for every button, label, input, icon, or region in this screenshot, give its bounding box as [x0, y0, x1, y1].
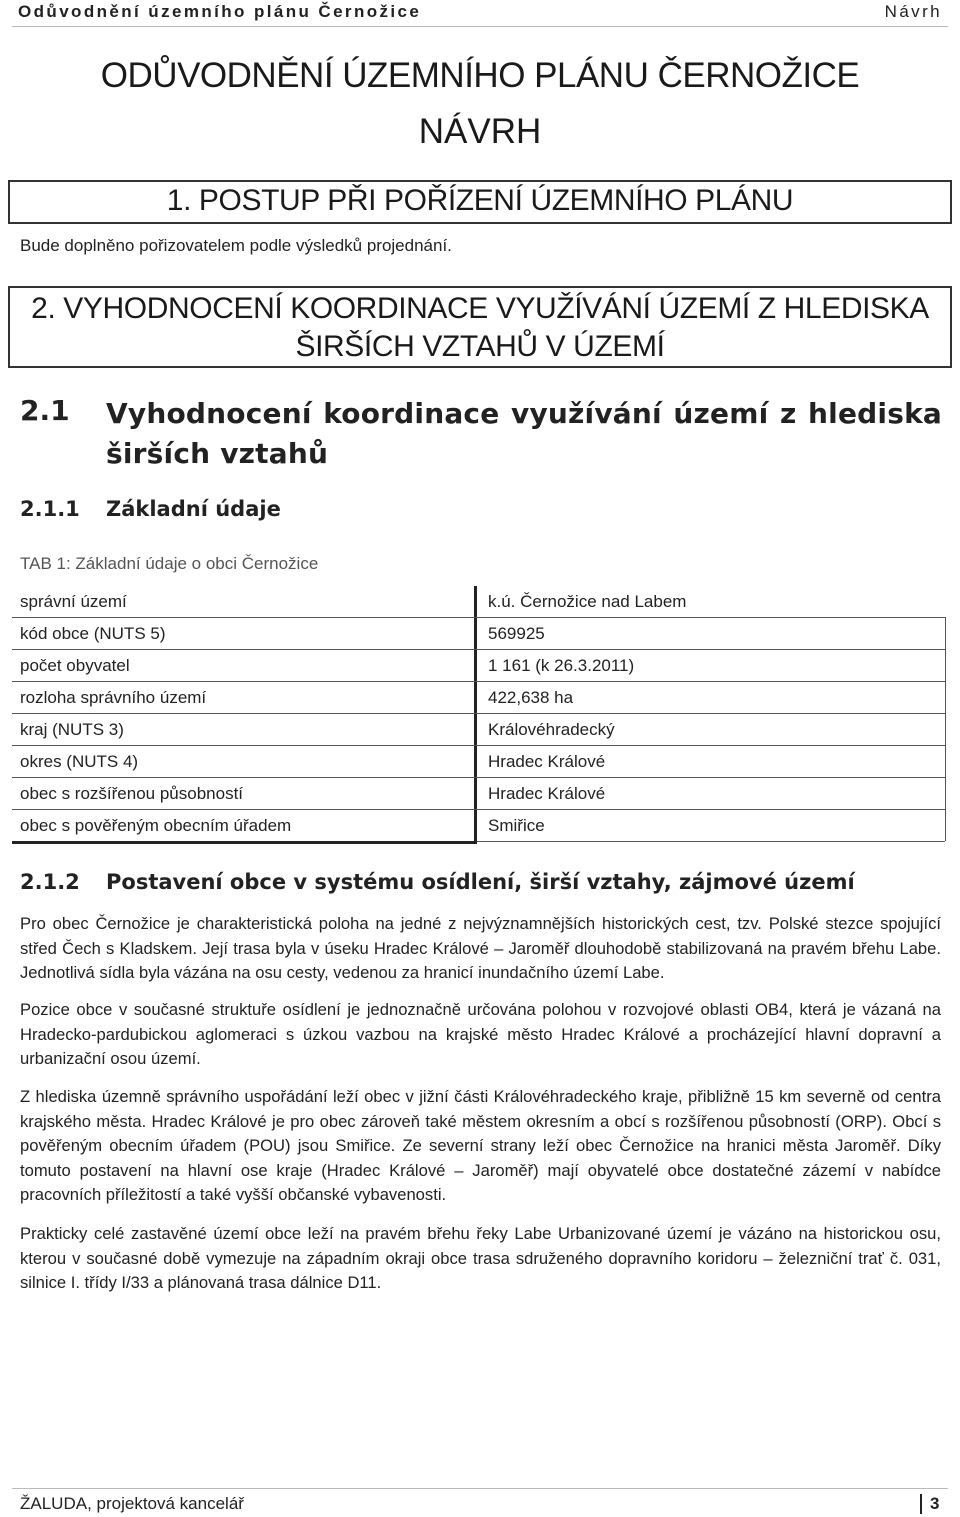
basic-data-table: [12, 586, 945, 842]
paragraph: Prakticky celé zastavěné území obce leží na pravém břehu řeky Labe Urbanizované území je vázáno na historickou osu, kterou v současné době vymezuje na západním okraji obce trasa sdruženého dopravního koridoru – železniční trať č. 031, silnice I. třídy I/33 a plánovaná trasa dálnice D11.: [20, 1224, 941, 1292]
page-number: 3: [930, 1494, 940, 1513]
running-header: [12, 0, 948, 27]
footer-company: ŽALUDA, projektová kancelář: [20, 1494, 244, 1513]
chapter-2-heading-box: [8, 286, 952, 368]
chapter-1-heading-box: [8, 180, 952, 224]
footer-divider: [12, 1488, 948, 1489]
table-row-label: kraj (NUTS 3): [20, 720, 124, 739]
chapter-2-title-line-1: 2. VYHODNOCENÍ KOORDINACE VYUŽÍVÁNÍ ÚZEMÍ Z HLEDISKA: [31, 292, 929, 325]
table-row: [12, 618, 945, 650]
table-row-label: obec s pověřeným obecním úřadem: [20, 816, 292, 835]
paragraph: Pozice obce v současné struktuře osídlení je jednoznačně určována polohou v rozvojové oblasti OB4, která je vázaná na Hradecko-pardubickou aglomeraci s úzkou vazbou na krajské město Hradec Králové a procházející hlavní dopravní a urbanizační osou území.: [20, 1000, 941, 1068]
section-2-1-number: 2.1: [20, 394, 70, 427]
table-row-value: Hradec Králové: [488, 784, 606, 803]
table-row-value: Hradec Králové: [488, 752, 606, 771]
chapter-2-title-line-2: ŠIRŠÍCH VZTAHŮ V ÚZEMÍ: [295, 330, 665, 363]
table-row-value: 1 161 (k 26.3.2011): [488, 656, 635, 675]
table-row: [12, 810, 945, 842]
table-row-value: 569925: [488, 624, 545, 643]
table-row-label: kód obce (NUTS 5): [20, 624, 166, 643]
table-row: [12, 746, 945, 778]
section-2-1-1-title: Základní údaje: [106, 497, 281, 521]
table-row-value: Královéhradecký: [488, 720, 615, 739]
section-2-1-1-number: 2.1.1: [20, 497, 80, 521]
table-row-label: správní území: [20, 592, 127, 611]
table-row-value: k.ú. Černožice nad Labem: [488, 592, 687, 611]
paragraph: Z hlediska územně správního uspořádání leží obec v jižní části Královéhradeckého kraje, přibližně 15 km severně od centra krajského města. Hradec Králové je pro obec zároveň také městem okresním a obcí s rozšířenou působností (ORP). Obcí s pověřeným obecním úřadem (POU) jsou Smiřice. Ze severní strany leží obec Černožice na hranici města Jaroměř. Díky tomuto postavení na hlavní ose kraje (Hradec Králové – Jaroměř) mají obyvatelé obce dostatečné zázemí v nabídce pracovních příležitostí a také vyšší občanské vybavenosti.: [20, 1087, 941, 1204]
chapter-1-title: 1. POSTUP PŘI POŘÍZENÍ ÚZEMNÍHO PLÁNU: [166, 184, 794, 217]
section-2-1-title: Vyhodnocení koordinace využívání území z hlediska širších vztahů: [106, 397, 942, 470]
chapter-2-title: [10, 290, 950, 366]
table-row: [12, 714, 945, 746]
chapter-1-note: Bude doplněno pořizovatelem podle výsledků projednání.: [20, 236, 452, 255]
document-title: ODŮVODNĚNÍ ÚZEMNÍHO PLÁNU ČERNOŽICE: [100, 56, 860, 95]
table-row: [12, 778, 945, 810]
table-caption: TAB 1: Základní údaje o obci Černožice: [20, 554, 319, 573]
table-row: [12, 682, 945, 714]
footer-separator: [920, 1494, 922, 1514]
table-row-label: obec s rozšířenou působností: [20, 784, 244, 803]
document-subtitle: NÁVRH: [418, 112, 542, 151]
paragraph: Pro obec Černožice je charakteristická poloha na jedné z nejvýznamnějších historických cest, tzv. Polské stezce spojující střed Čech s Kladskem. Její trasa byla v úseku Hradec Králové – Jaroměř dlouhodobě stabilizovaná na pravém břehu Labe. Jednotlivá sídla byla vázána na osu cesty, vedenou za hranicí inundačního území Labe.: [20, 914, 941, 982]
table-row-label: okres (NUTS 4): [20, 752, 139, 771]
table-row: [12, 586, 945, 618]
table-row-label: rozloha správního území: [20, 688, 207, 707]
table-row-value: 422,638 ha: [488, 688, 574, 707]
header-status: Návrh: [884, 2, 942, 21]
header-title: Odůvodnění územního plánu Černožice: [18, 2, 422, 21]
table-row: [12, 650, 945, 682]
section-2-1-2-number: 2.1.2: [20, 870, 80, 894]
section-2-1-2-title: Postavení obce v systému osídlení, širší vztahy, zájmové území: [106, 870, 855, 894]
table-row-label: počet obyvatel: [20, 656, 130, 675]
table-row-value: Smiřice: [488, 816, 545, 835]
